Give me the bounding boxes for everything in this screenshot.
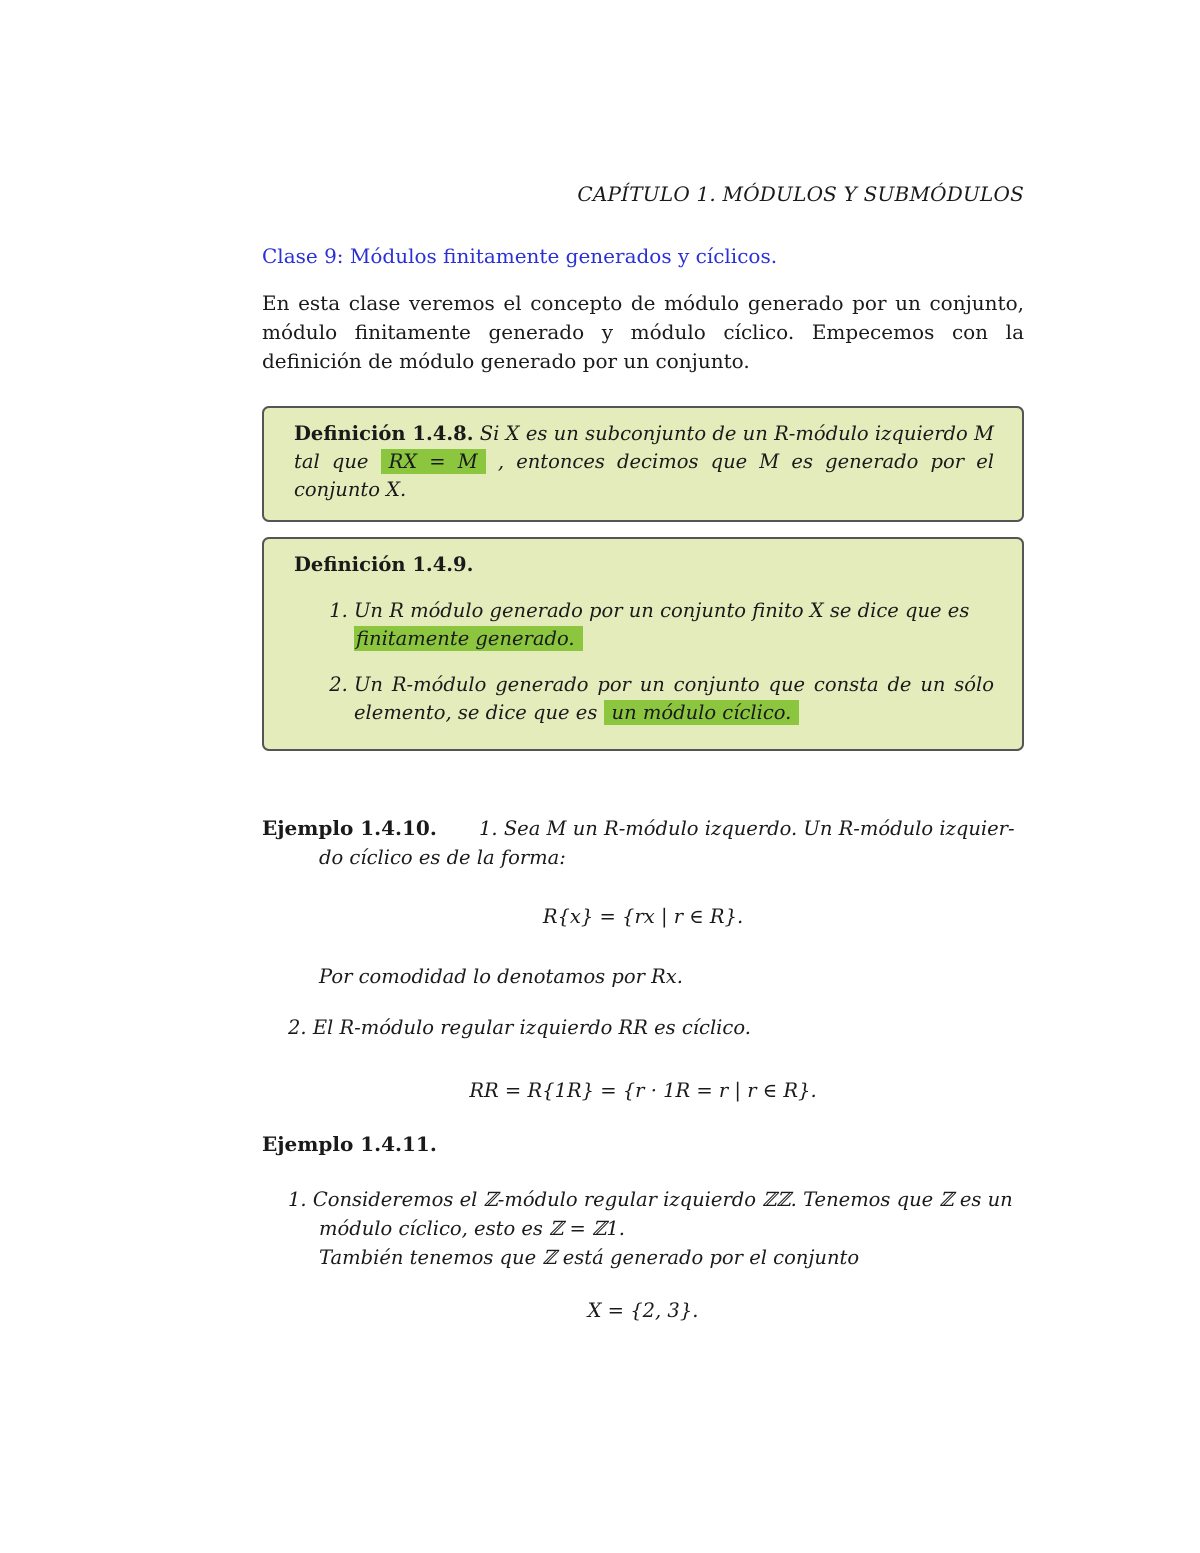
highlight-rx-eq-m: RX = M xyxy=(381,449,486,474)
list-item: 2. Un R-módulo generado por un conjunto que consta de un sólo elemento, se dice que es un módulo cíclico. xyxy=(354,671,994,727)
section-title: Clase 9: Módulos finitamente generados y cíclicos. xyxy=(262,244,778,268)
example-item-1-line-3: También tenemos que ℤ está generado por el conjunto xyxy=(319,1246,860,1269)
example-item-2: 2. El R-módulo regular izquierdo RR es cíclico. xyxy=(288,1016,751,1039)
list-item: 1. Un R módulo generado por un conjunto finito X se dice que es finitamente generado. xyxy=(354,597,994,653)
example-item-1-line-2: do cíclico es de la forma: xyxy=(319,846,566,869)
definition-list xyxy=(294,597,994,727)
definition-title: Definición 1.4.8. xyxy=(294,422,474,445)
highlight-finitely-generated: finitamente generado. xyxy=(354,626,583,651)
definition-box-1-4-9 xyxy=(262,537,1024,751)
formula-regular-module: RR = R{1R} = {r · 1R = r | r ∈ R}. xyxy=(469,1079,817,1102)
example-item-1: 1. Consideremos el ℤ-módulo regular izquierdo ℤℤ. Tenemos que ℤ es un xyxy=(288,1188,1013,1211)
definition-title: Definición 1.4.9. xyxy=(294,553,474,576)
note-denotation: Por comodidad lo denotamos por Rx. xyxy=(319,965,684,988)
example-1-4-10 xyxy=(262,814,1024,1106)
example-title: Ejemplo 1.4.10. xyxy=(262,816,437,840)
highlight-cyclic-module: un módulo cíclico. xyxy=(604,700,800,725)
definition-text-part2: , entonces decimos que M es generado por el conjunto X. xyxy=(294,450,994,501)
formula-set-x: X = {2, 3}. xyxy=(587,1299,699,1322)
definition-text-part1: Si X es un subconjunto de un R-módulo izquierdo M tal que xyxy=(294,422,995,473)
example-item-1-line-1: 1. Sea M un R-módulo izquerdo. Un R-módulo izquier- xyxy=(479,817,1015,840)
intro-paragraph: En esta clase veremos el concepto de módulo generado por un conjunto, módulo finitamente generado y módulo cíclico. Empecemos con la definición de módulo generado por un conjunto. xyxy=(262,291,1024,373)
example-item-1-line-2: módulo cíclico, esto es ℤ = ℤ1. xyxy=(319,1217,625,1240)
definition-box-1-4-8 xyxy=(262,406,1024,522)
formula-cyclic: R{x} = {rx | r ∈ R}. xyxy=(542,905,744,928)
example-1-4-11 xyxy=(262,1130,1024,1326)
running-header: CAPÍTULO 1. MÓDULOS Y SUBMÓDULOS xyxy=(577,182,1024,206)
definition-1-4-8 xyxy=(294,420,994,504)
example-title: Ejemplo 1.4.11. xyxy=(262,1132,437,1156)
